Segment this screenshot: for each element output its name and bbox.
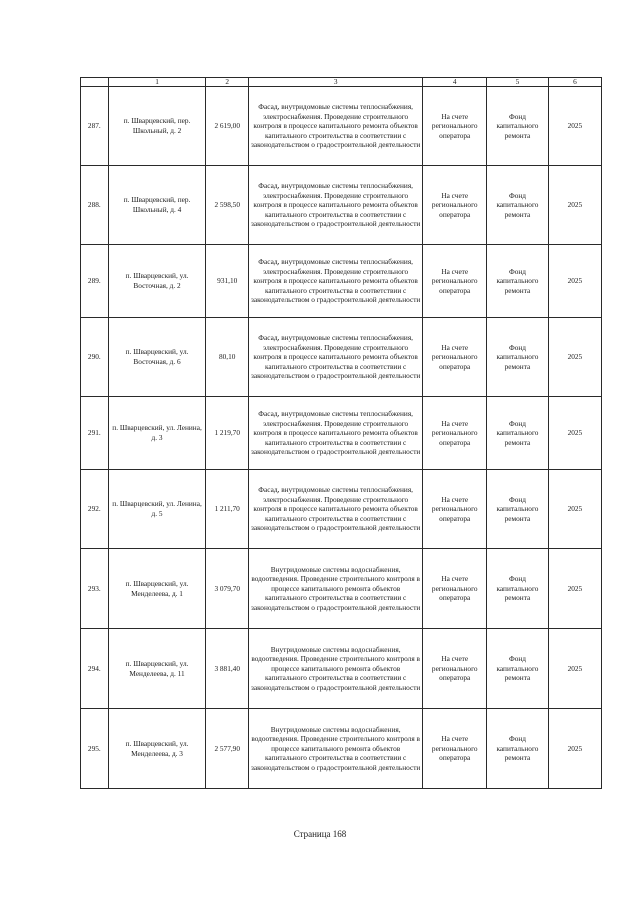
row-year: 2025 bbox=[548, 397, 601, 470]
row-number: 290. bbox=[81, 318, 109, 397]
row-area: 3 079,70 bbox=[206, 549, 249, 629]
table-row bbox=[81, 629, 602, 709]
header-row bbox=[81, 78, 602, 87]
row-work-description: Фасад, внутридомовые системы теплоснабжения, электроснабжения. Проведение строительного контроля в процессе капитального ремонта объектов капитального строительства в соответствии с законодательством о градостроительной деятельности bbox=[248, 87, 422, 166]
row-address: п. Шварцевский, ул. Менделеева, д. 1 bbox=[108, 549, 206, 629]
row-address: п. Шварцевский, ул. Менделеева, д. 11 bbox=[108, 629, 206, 709]
row-area: 1 211,70 bbox=[206, 470, 249, 549]
row-fund: Фонд капитального ремонта bbox=[487, 709, 549, 789]
row-year: 2025 bbox=[548, 629, 601, 709]
row-number: 289. bbox=[81, 245, 109, 318]
table-row bbox=[81, 318, 602, 397]
row-work-description: Внутридомовые системы водоснабжения, водоотведения. Проведение строительного контроля в процессе капитального ремонта объектов капитального строительства в соответствии с законодательством о градостроительной деятельности bbox=[248, 629, 422, 709]
row-work-description: Фасад, внутридомовые системы теплоснабжения, электроснабжения. Проведение строительного контроля в процессе капитального ремонта объектов капитального строительства в соответствии с законодательством о градостроительной деятельности bbox=[248, 245, 422, 318]
row-number: 287. bbox=[81, 87, 109, 166]
row-number: 292. bbox=[81, 470, 109, 549]
table-row bbox=[81, 166, 602, 245]
row-area: 931,10 bbox=[206, 245, 249, 318]
row-area: 3 881,40 bbox=[206, 629, 249, 709]
row-address: п. Шварцевский, ул. Ленина, д. 5 bbox=[108, 470, 206, 549]
row-address: п. Шварцевский, пер. Школьный, д. 4 bbox=[108, 166, 206, 245]
row-year: 2025 bbox=[548, 709, 601, 789]
page-number: Страница 168 bbox=[293, 829, 347, 839]
row-funding-source: На счете регионального оператора bbox=[423, 470, 487, 549]
row-fund: Фонд капитального ремонта bbox=[487, 549, 549, 629]
row-area: 2 598,50 bbox=[206, 166, 249, 245]
row-number: 293. bbox=[81, 549, 109, 629]
row-area: 2 619,00 bbox=[206, 87, 249, 166]
row-address: п. Шварцевский, ул. Восточная, д. 2 bbox=[108, 245, 206, 318]
row-fund: Фонд капитального ремонта bbox=[487, 245, 549, 318]
row-funding-source: На счете регионального оператора bbox=[423, 549, 487, 629]
row-funding-source: На счете регионального оператора bbox=[423, 87, 487, 166]
row-work-description: Фасад, внутридомовые системы теплоснабжения, электроснабжения. Проведение строительного контроля в процессе капитального ремонта объектов капитального строительства в соответствии с законодательством о градостроительной деятельности bbox=[248, 318, 422, 397]
row-number: 295. bbox=[81, 709, 109, 789]
row-fund: Фонд капитального ремонта bbox=[487, 87, 549, 166]
row-fund: Фонд капитального ремонта bbox=[487, 397, 549, 470]
row-funding-source: На счете регионального оператора bbox=[423, 245, 487, 318]
row-address: п. Шварцевский, ул. Менделеева, д. 3 bbox=[108, 709, 206, 789]
row-funding-source: На счете регионального оператора bbox=[423, 397, 487, 470]
header-cell-4: 4 bbox=[423, 78, 487, 87]
header-cell-2: 2 bbox=[206, 78, 249, 87]
row-address: п. Шварцевский, ул. Восточная, д. 6 bbox=[108, 318, 206, 397]
row-funding-source: На счете регионального оператора bbox=[423, 166, 487, 245]
table-row bbox=[81, 549, 602, 629]
row-funding-source: На счете регионального оператора bbox=[423, 318, 487, 397]
row-work-description: Внутридомовые системы водоснабжения, водоотведения. Проведение строительного контроля в процессе капитального ремонта объектов капитального строительства в соответствии с законодательством о градостроительной деятельности bbox=[248, 709, 422, 789]
row-area: 80,10 bbox=[206, 318, 249, 397]
repair-program-table bbox=[80, 77, 602, 789]
row-work-description: Фасад, внутридомовые системы теплоснабжения, электроснабжения. Проведение строительного контроля в процессе капитального ремонта объектов капитального строительства в соответствии с законодательством о градостроительной деятельности bbox=[248, 470, 422, 549]
header-cell-3: 3 bbox=[248, 78, 422, 87]
row-area: 2 577,90 bbox=[206, 709, 249, 789]
row-year: 2025 bbox=[548, 166, 601, 245]
row-year: 2025 bbox=[548, 318, 601, 397]
table-row bbox=[81, 397, 602, 470]
row-fund: Фонд капитального ремонта bbox=[487, 166, 549, 245]
table-row bbox=[81, 87, 602, 166]
table-row bbox=[81, 470, 602, 549]
row-number: 294. bbox=[81, 629, 109, 709]
header-cell-5: 5 bbox=[487, 78, 549, 87]
table-row bbox=[81, 709, 602, 789]
row-year: 2025 bbox=[548, 470, 601, 549]
row-funding-source: На счете регионального оператора bbox=[423, 629, 487, 709]
header-cell-6: 6 bbox=[548, 78, 601, 87]
header-cell-1: 1 bbox=[108, 78, 206, 87]
row-address: п. Шварцевский, пер. Школьный, д. 2 bbox=[108, 87, 206, 166]
row-year: 2025 bbox=[548, 87, 601, 166]
row-fund: Фонд капитального ремонта bbox=[487, 470, 549, 549]
row-number: 288. bbox=[81, 166, 109, 245]
row-work-description: Фасад, внутридомовые системы теплоснабжения, электроснабжения. Проведение строительного контроля в процессе капитального ремонта объектов капитального строительства в соответствии с законодательством о градостроительной деятельности bbox=[248, 166, 422, 245]
row-fund: Фонд капитального ремонта bbox=[487, 629, 549, 709]
row-year: 2025 bbox=[548, 549, 601, 629]
row-address: п. Шварцевский, ул. Ленина, д. 3 bbox=[108, 397, 206, 470]
header-cell-num bbox=[81, 78, 109, 87]
row-number: 291. bbox=[81, 397, 109, 470]
row-year: 2025 bbox=[548, 245, 601, 318]
table-row bbox=[81, 245, 602, 318]
row-work-description: Фасад, внутридомовые системы теплоснабжения, электроснабжения. Проведение строительного контроля в процессе капитального ремонта объектов капитального строительства в соответствии с законодательством о градостроительной деятельности bbox=[248, 397, 422, 470]
row-area: 1 219,70 bbox=[206, 397, 249, 470]
row-work-description: Внутридомовые системы водоснабжения, водоотведения. Проведение строительного контроля в процессе капитального ремонта объектов капитального строительства в соответствии с законодательством о градостроительной деятельности bbox=[248, 549, 422, 629]
row-fund: Фонд капитального ремонта bbox=[487, 318, 549, 397]
row-funding-source: На счете регионального оператора bbox=[423, 709, 487, 789]
